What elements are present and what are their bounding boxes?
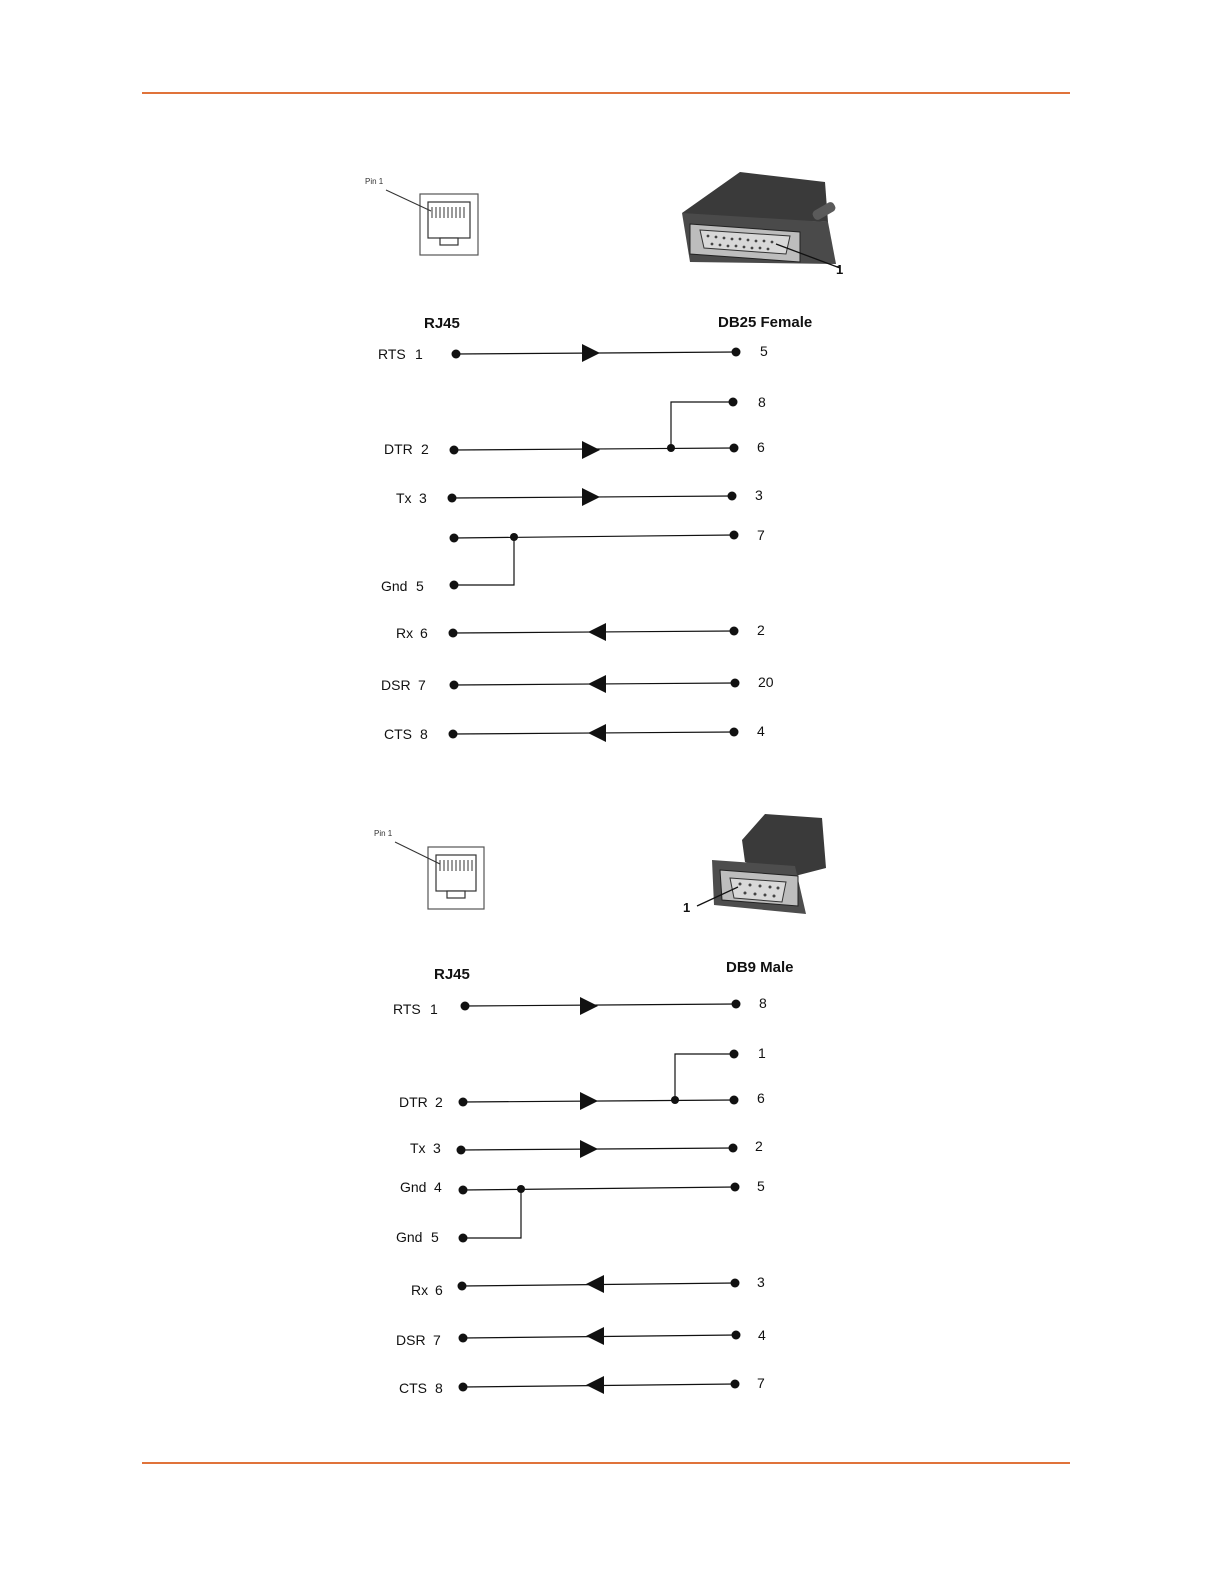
signal-num: 8 — [420, 726, 428, 742]
target-pin: 8 — [759, 995, 767, 1011]
target-pin: 1 — [758, 1045, 766, 1061]
connector-pin-label: 1 — [836, 262, 844, 277]
signal-num: 2 — [421, 441, 429, 457]
target-pin: 2 — [757, 622, 765, 638]
signal-num: 6 — [420, 625, 428, 641]
arrow-out — [580, 1092, 598, 1110]
signal-num: 1 — [415, 346, 423, 362]
signal-name: RTS — [378, 346, 406, 362]
arrow-in — [586, 1327, 604, 1345]
rj45-jack-icon — [386, 190, 478, 255]
target-pin: 6 — [757, 1090, 765, 1106]
right-header: DB25 Female — [718, 314, 813, 331]
arrow-out — [582, 441, 600, 459]
target-pin: 7 — [757, 1375, 765, 1391]
target-pin: 4 — [758, 1327, 766, 1343]
target-pin: 6 — [757, 439, 765, 455]
target-pin: 3 — [755, 487, 763, 503]
signal-name: DTR — [399, 1094, 428, 1110]
target-pin: 3 — [757, 1274, 765, 1290]
target-pin: 8 — [758, 394, 766, 410]
signal-num: 7 — [418, 677, 426, 693]
left-header: RJ45 — [434, 966, 470, 983]
connector-pin-label: 1 — [683, 900, 691, 915]
signal-name: CTS — [384, 726, 412, 742]
rj45-jack-icon — [395, 842, 484, 909]
signal-name: Rx — [411, 1282, 429, 1298]
arrow-out — [580, 997, 598, 1015]
signal-name: Rx — [396, 625, 414, 641]
signal-num: 5 — [431, 1229, 439, 1245]
signal-name: Gnd — [400, 1179, 427, 1195]
target-pin: 7 — [757, 527, 765, 543]
left-header: RJ45 — [424, 315, 460, 332]
signal-name: RTS — [393, 1001, 421, 1017]
target-pin: 5 — [757, 1178, 765, 1194]
signal-num: 4 — [434, 1179, 442, 1195]
signal-name: DTR — [384, 441, 413, 457]
arrow-out — [582, 344, 600, 362]
arrow-in — [588, 675, 606, 693]
signal-name: Tx — [410, 1140, 426, 1156]
signal-num: 3 — [419, 490, 427, 506]
db25-connector-icon — [682, 172, 840, 268]
jack-pin-label: Pin 1 — [374, 829, 393, 838]
signal-num: 3 — [433, 1140, 441, 1156]
signal-num: 5 — [416, 578, 424, 594]
right-header: DB9 Male — [726, 959, 794, 976]
signal-num: 8 — [435, 1380, 443, 1396]
target-pin: 20 — [758, 674, 774, 690]
signal-name: DSR — [396, 1332, 426, 1348]
diagram-db25 — [365, 172, 843, 742]
target-pin: 2 — [755, 1138, 763, 1154]
signal-num: 6 — [435, 1282, 443, 1298]
signal-name: Tx — [396, 490, 412, 506]
arrow-out — [580, 1140, 598, 1158]
arrow-in — [588, 623, 606, 641]
arrow-in — [586, 1376, 604, 1394]
signal-name: DSR — [381, 677, 411, 693]
target-pin: 4 — [757, 723, 765, 739]
arrow-in — [588, 724, 606, 742]
signal-name: Gnd — [396, 1229, 423, 1245]
target-pin: 5 — [760, 343, 768, 359]
arrow-out — [582, 488, 600, 506]
diagram-db9 — [374, 814, 826, 1396]
signal-num: 7 — [433, 1332, 441, 1348]
signal-name: Gnd — [381, 578, 408, 594]
signal-num: 2 — [435, 1094, 443, 1110]
signal-name: CTS — [399, 1380, 427, 1396]
db9-connector-icon — [697, 814, 826, 914]
signal-num: 1 — [430, 1001, 438, 1017]
jack-pin-label: Pin 1 — [365, 177, 384, 186]
arrow-in — [586, 1275, 604, 1293]
